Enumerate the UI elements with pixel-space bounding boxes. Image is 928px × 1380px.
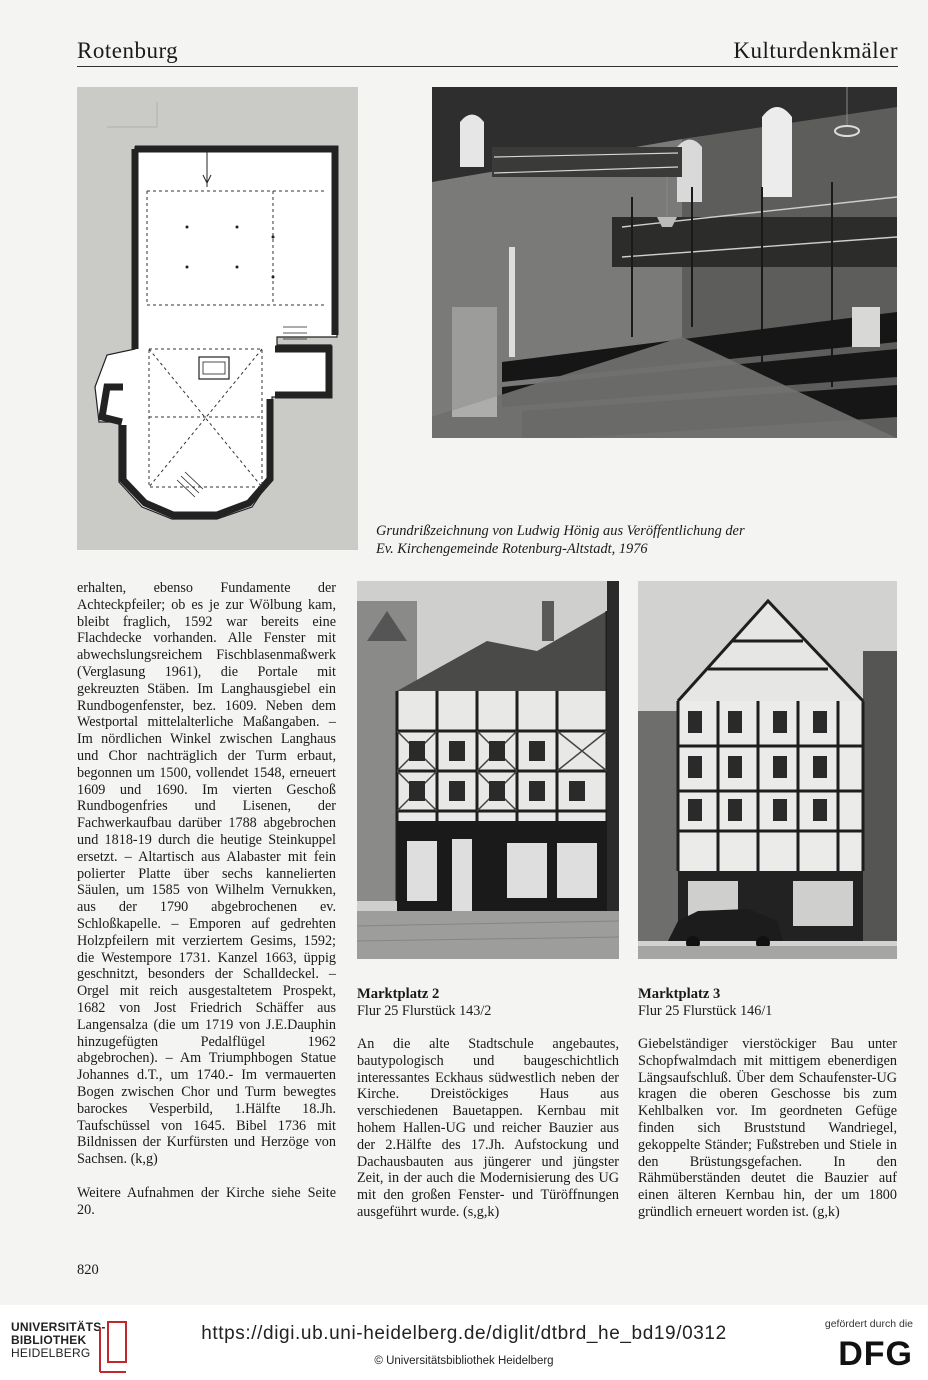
caption-line: Ev. Kirchengemeinde Rotenburg-Altstadt, 1976 bbox=[376, 541, 648, 557]
funder-note: gefördert durch die bbox=[824, 1318, 913, 1330]
entry-text: Giebelständiger vierstöckiger Bau unter Schopfwalmdach mit mittigem ebenerdigen Längsaufschluß. Über dem Schaufenster-UG kragen die oberen Geschosse bis zum Kehlbalken vor. Im geordneten Gefüge finden sich Bruststund Wandriegel, gekoppelte Ständer; Fußstreben und Stiele in den Brüstungsgefachen. In den Rähmüberständen deutet die Bauzier auf einen älteren Kernbau hin, der um 1800 gründlich erneuert worden ist. (g,k) bbox=[638, 1036, 897, 1220]
church-interior-photo bbox=[432, 87, 897, 438]
running-header-left: Rotenburg bbox=[77, 38, 179, 63]
entry-title: Marktplatz 3 bbox=[638, 986, 721, 1002]
paragraph: erhalten, ebenso Fundamente der Achteckpfeiler; ob es je zur Wölbung kam, bleibt fraglich, 1592 war bereits eine Flachdecke vorhanden. Alle Fenster mit abwechslungsreichem Fischblasenmaßwerk (Verglasung 1961), die Portale mit gekreuzten Stäben. Im Langhausgiebel ein Rundbogenfenster, bez. 1609. Neben dem Westportal mittelalterliche Maßangaben. – Im nördlichen Winkel zwischen Langhaus und Chor nachträglich der Turm erbaut, begonnen um 1500, vollendet 1548, erneuert 1609 und 1690. Im vierten Geschoß Rundbogenfries und Lisenen, der Fachwerkaufbau darüber 1788 abgebrochen und 1818-19 durch die heutige Steinkuppel ersetzt. – Altartisch aus Alabaster mit fein polierter Platte über sechs kannelierten Säulen, um 1585 von Wilhelm Vernukken, aus der 1790 abgebrochenen ev. Schloßkapelle. – Emporen auf gedrehten Holzpfeilern mit verziertem Gesims, 1592; die Westempore 1731. Kanzel 1663, üppig geschnitzt, besonders der Schalldeckel. – Orgel mit reich ausgestaltetem Prospekt, 1682 von Jost Friedrich Schäffer aus Langensalza (die um 1719 von J.E.Dauphin hinzugefügten Pedalflügel 1962 abgebrochen). – Am Triumphbogen Statue Johannes d.T., um 1740.- Im vermauerten Bogen zwischen Chor und Turm bewegtes barockes Vesperbild, 1.Hälfte 18.Jh. Taufschüssel von 1645. Bibel 1736 mit Bildnissen der Kurfürsten und Herzöge von Sachsen. (k,g) bbox=[77, 580, 336, 1168]
permalink-url[interactable]: https://digi.ub.uni-heidelberg.de/diglit/dtbrd_he_bd19/0312 bbox=[201, 1323, 727, 1344]
figure-caption bbox=[376, 522, 896, 558]
page-number: 820 bbox=[77, 1262, 99, 1278]
library-name-line: BIBLIOTHEK bbox=[11, 1333, 87, 1347]
library-name-line: HEIDELBERG bbox=[11, 1346, 91, 1360]
viewer-footer bbox=[0, 1305, 928, 1380]
floor-plan-image bbox=[77, 87, 358, 550]
column-1-text bbox=[77, 580, 336, 1218]
running-header-right: Kulturdenkmäler bbox=[733, 38, 898, 63]
paragraph: Weitere Aufnahmen der Kirche siehe Seite 20. bbox=[77, 1184, 336, 1218]
marktplatz-2-photo bbox=[357, 581, 619, 959]
header-rule bbox=[77, 66, 898, 67]
library-name-line: UNIVERSITÄTS- bbox=[11, 1320, 106, 1334]
entry-parcel: Flur 25 Flurstück 143/2 bbox=[357, 1003, 492, 1019]
marktplatz-3-photo bbox=[638, 581, 897, 959]
dfg-logo: DFG bbox=[838, 1335, 913, 1373]
entry-text: An die alte Stadtschule angebautes, bautypologisch und baugeschichtlich interessantes Eckhaus südwestlich neben der Kirche. Dreistöckiges Haus aus verschiedenen Bauetappen. Kernbau mit hohem Hallen-UG und reicher Bauzier aus der 2.Hälfte des 17.Jh. Aufstockung und Dachausbauten aus jüngerer und jüngster Zeit, in der auch die Modernisierung des UG mit den großen Fenster- und Türöffnungen ausgeführt wurde. (s,g,k) bbox=[357, 1036, 619, 1220]
caption-line: Grundrißzeichnung von Ludwig Hönig aus Veröffentlichung der bbox=[376, 523, 745, 539]
entry-title: Marktplatz 2 bbox=[357, 986, 440, 1002]
entry-parcel: Flur 25 Flurstück 146/1 bbox=[638, 1003, 773, 1019]
copyright-notice: © Universitätsbibliothek Heidelberg bbox=[374, 1355, 554, 1367]
